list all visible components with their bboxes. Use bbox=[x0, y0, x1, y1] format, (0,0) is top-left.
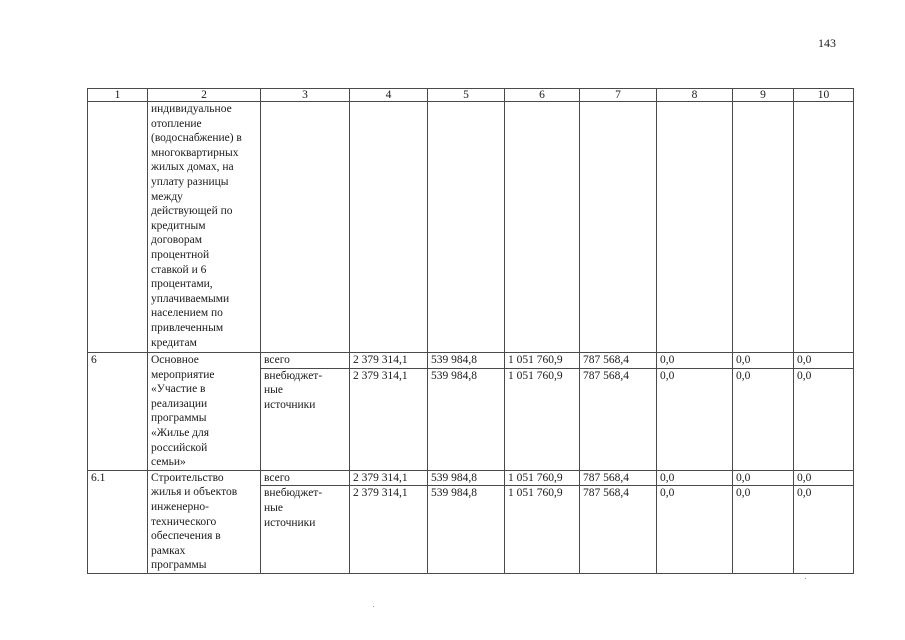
table-row bbox=[88, 470, 854, 573]
value-cell-c8 bbox=[657, 470, 733, 573]
funding-source bbox=[264, 353, 346, 368]
funding-source-line: внебюджет- bbox=[264, 487, 323, 500]
measure-name-line: рамках bbox=[151, 544, 186, 557]
header-row bbox=[88, 89, 854, 102]
funding-value: 2 379 314,1 bbox=[353, 471, 408, 484]
table-row bbox=[88, 353, 854, 471]
value-cell-c6 bbox=[505, 102, 580, 353]
funding-source-line: всего bbox=[264, 471, 290, 484]
funding-source-cell bbox=[261, 470, 350, 573]
table-row bbox=[88, 102, 854, 353]
measure-name-line: инженерно- bbox=[151, 500, 209, 513]
funding-source-line: внебюджет- bbox=[264, 369, 323, 382]
measure-name-line: между bbox=[151, 190, 183, 203]
header-cell: 7 bbox=[580, 89, 657, 102]
value-cell-c10 bbox=[794, 353, 854, 471]
value-cell-c5 bbox=[428, 353, 505, 471]
funding-source-cell bbox=[261, 353, 350, 471]
funding-source-line: ные bbox=[264, 501, 283, 514]
funding-value: 0,0 bbox=[660, 354, 675, 366]
value-cell-c9 bbox=[733, 470, 794, 573]
measure-name-line: «Жилье для bbox=[151, 426, 210, 439]
measure-name-line: мероприятие bbox=[151, 368, 215, 381]
funding-value: 1 051 760,9 bbox=[505, 368, 579, 384]
header-cell: 10 bbox=[794, 89, 854, 102]
funding-value: 539 984,8 bbox=[428, 485, 504, 501]
value-cell-c4 bbox=[350, 470, 428, 573]
measure-name-line: программы bbox=[151, 559, 207, 572]
scan-speck bbox=[805, 578, 806, 579]
funding-source-line: источники bbox=[264, 398, 316, 411]
measure-name-line: «Участие в bbox=[151, 383, 206, 396]
measure-name-line: привлеченным bbox=[151, 321, 224, 334]
funding-value: 2 379 314,1 bbox=[350, 485, 427, 501]
measure-name-line: реализации bbox=[151, 397, 208, 410]
funding-source-cell bbox=[261, 102, 350, 353]
funding-value: 787 568,4 bbox=[580, 368, 656, 384]
row-number-cell: 6.1 bbox=[88, 470, 148, 573]
value-cell-c9 bbox=[733, 353, 794, 471]
value-cell-c6 bbox=[505, 353, 580, 471]
row-number-cell: 6 bbox=[88, 353, 148, 471]
funding-value: 2 379 314,1 bbox=[353, 354, 408, 366]
value-cell-c4 bbox=[350, 353, 428, 471]
program-table bbox=[87, 88, 854, 574]
measure-name-line: программы bbox=[151, 412, 207, 425]
measure-name-line: уплату разницы bbox=[151, 175, 229, 188]
measure-name-line: жилья и объектов bbox=[151, 486, 238, 499]
measure-name-line: действующей по bbox=[151, 205, 233, 218]
measure-name-line: многоквартирных bbox=[151, 146, 239, 159]
measure-name-cell bbox=[148, 470, 261, 573]
funding-value: 0,0 bbox=[660, 471, 675, 484]
funding-value: 0,0 bbox=[736, 354, 751, 366]
measure-name-line: отопление bbox=[151, 117, 202, 130]
measure-name-cell bbox=[148, 102, 261, 353]
funding-value: 1 051 760,9 bbox=[508, 354, 563, 366]
funding-source bbox=[264, 471, 346, 486]
measure-name-line: ставкой и 6 bbox=[151, 263, 207, 276]
funding-value: 0,0 bbox=[794, 485, 853, 501]
funding-source bbox=[261, 485, 349, 530]
page-number: 143 bbox=[818, 36, 836, 50]
funding-value: 787 568,4 bbox=[580, 485, 656, 501]
measure-name-line: кредитам bbox=[151, 336, 197, 349]
funding-value: 0,0 bbox=[794, 368, 853, 384]
funding-value: 0,0 bbox=[657, 485, 732, 501]
measure-name-line: жилых домах, на bbox=[151, 161, 234, 174]
funding-value: 0,0 bbox=[797, 471, 812, 484]
measure-name-line: (водоснабжение) в bbox=[151, 132, 242, 145]
measure-name-line: кредитным bbox=[151, 219, 206, 232]
funding-value: 539 984,8 bbox=[431, 471, 477, 484]
measure-name-line: Строительство bbox=[151, 471, 224, 484]
funding-value: 0,0 bbox=[733, 485, 793, 501]
measure-name-cell bbox=[148, 353, 261, 471]
measure-name-line: Основное bbox=[151, 354, 199, 366]
header-cell: 1 bbox=[88, 89, 148, 102]
header-cell: 2 bbox=[148, 89, 261, 102]
header-cell: 3 bbox=[261, 89, 350, 102]
measure-name-line: семьи» bbox=[151, 456, 186, 469]
measure-name-line: уплачиваемыми bbox=[151, 292, 230, 305]
funding-value: 539 984,8 bbox=[431, 354, 477, 366]
value-cell-c10 bbox=[794, 470, 854, 573]
row-number-cell bbox=[88, 102, 148, 353]
value-cell-c7 bbox=[580, 102, 657, 353]
funding-value: 787 568,4 bbox=[583, 354, 629, 366]
value-cell-c5 bbox=[428, 102, 505, 353]
header-cell: 6 bbox=[505, 89, 580, 102]
value-cell-c5 bbox=[428, 470, 505, 573]
funding-value: 2 379 314,1 bbox=[350, 368, 427, 384]
header-cell: 9 bbox=[733, 89, 794, 102]
funding-value: 0,0 bbox=[797, 354, 812, 366]
header-cell: 5 bbox=[428, 89, 505, 102]
funding-value: 1 051 760,9 bbox=[505, 485, 579, 501]
header-cell: 4 bbox=[350, 89, 428, 102]
funding-source-line: всего bbox=[264, 354, 290, 366]
measure-name-line: населением по bbox=[151, 307, 223, 320]
funding-value: 0,0 bbox=[657, 368, 732, 384]
header-cell: 8 bbox=[657, 89, 733, 102]
value-cell-c7 bbox=[580, 470, 657, 573]
funding-source-line: источники bbox=[264, 516, 316, 529]
measure-name-line: технического bbox=[151, 515, 217, 528]
funding-source-line: ные bbox=[264, 384, 283, 397]
value-cell-c9 bbox=[733, 102, 794, 353]
funding-value: 0,0 bbox=[736, 471, 751, 484]
measure-name-line: договорам bbox=[151, 234, 203, 247]
measure-name-line: индивидуальное bbox=[151, 103, 232, 115]
measure-name-line: процентной bbox=[151, 248, 210, 261]
measure-name-line: процентами, bbox=[151, 278, 213, 291]
value-cell-c10 bbox=[794, 102, 854, 353]
value-cell-c4 bbox=[350, 102, 428, 353]
value-cell-c8 bbox=[657, 102, 733, 353]
funding-source bbox=[261, 368, 349, 413]
value-cell-c6 bbox=[505, 470, 580, 573]
funding-value: 539 984,8 bbox=[428, 368, 504, 384]
funding-value: 787 568,4 bbox=[583, 471, 629, 484]
funding-value: 1 051 760,9 bbox=[508, 471, 563, 484]
measure-name-line: российской bbox=[151, 441, 208, 454]
scan-speck bbox=[373, 606, 374, 607]
value-cell-c7 bbox=[580, 353, 657, 471]
value-cell-c8 bbox=[657, 353, 733, 471]
measure-name-line: обеспечения в bbox=[151, 530, 221, 543]
funding-value: 0,0 bbox=[733, 368, 793, 384]
